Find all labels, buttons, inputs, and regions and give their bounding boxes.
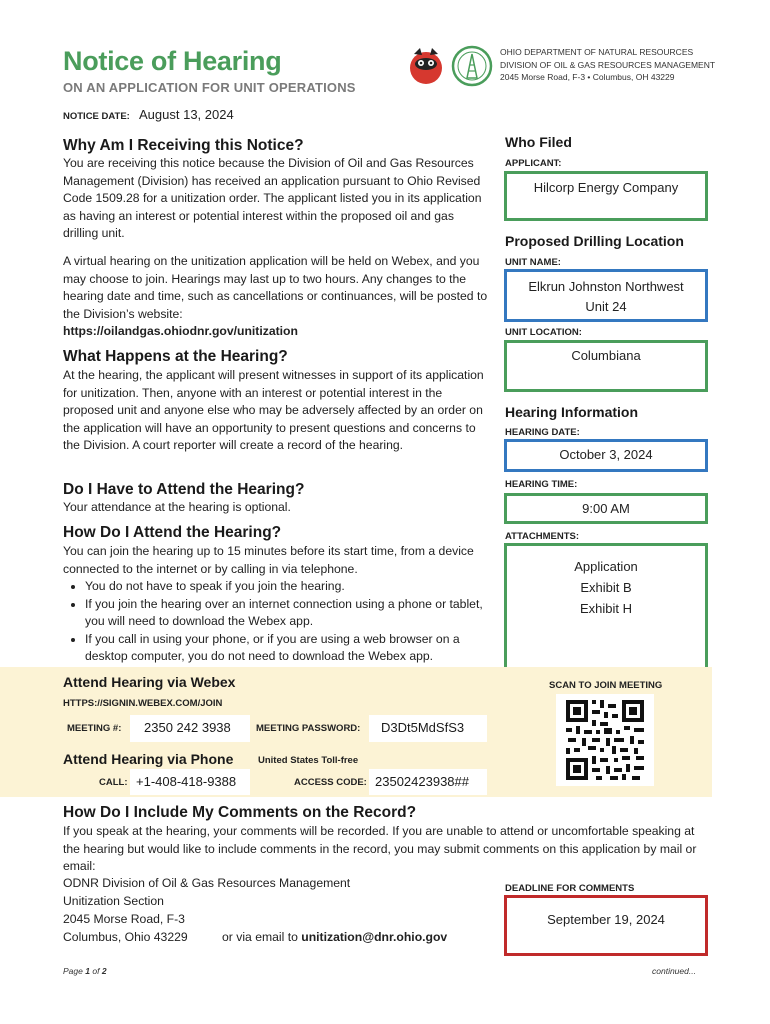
unit-name-box: [504, 269, 708, 322]
hearing-info-heading: Hearing Information: [505, 404, 639, 420]
red-mascot-logo-icon: [410, 48, 442, 84]
scan-label: SCAN TO JOIN MEETING: [549, 680, 663, 691]
unit-name-line-2: Unit 24: [585, 299, 627, 314]
hearing-date-label: HEARING DATE:: [505, 427, 580, 438]
agency-address-block: [500, 46, 715, 84]
why-heading: Why Am I Receiving this Notice?: [63, 137, 304, 154]
meeting-number-label: MEETING #:: [67, 723, 122, 734]
why-paragraph-2: [63, 253, 488, 341]
notice-date-value: August 13, 2024: [139, 107, 234, 122]
page-prefix: Page: [63, 966, 83, 976]
why-paragraph-1: You are receiving this notice because the Division of Oil and Gas Resources Management (Division) has received an application pursuant to Ohio Revised Code 1509.28 for a unitization order. The applicant listed you in its application as having an interest or potential interest within the proposed oil and gas drilling unit.: [63, 156, 482, 240]
document-subtitle: ON AN APPLICATION FOR UNIT OPERATIONS: [63, 80, 356, 95]
unit-name-line-1: Elkrun Johnston Northwest: [528, 279, 684, 294]
mail-address-line-3: 2045 Morse Road, F-3: [63, 912, 185, 926]
deadline-box: [504, 895, 708, 956]
hearing-date-value: October 3, 2024: [559, 447, 653, 462]
hearing-time-box: [504, 493, 708, 524]
how-paragraph: You can join the hearing up to 15 minutes before its start time, from a device connected to the internet or by calling in via telephone.: [63, 544, 474, 576]
applicant-value: Hilcorp Energy Company: [533, 180, 679, 195]
how-bullet-1: • You do not have to speak if you join the hearing.: [85, 578, 495, 596]
call-label: CALL:: [99, 777, 128, 788]
comments-email-link[interactable]: unitization@dnr.ohio.gov: [301, 930, 448, 944]
attachment-item-3: Exhibit H: [579, 601, 633, 616]
drilling-location-heading: Proposed Drilling Location: [505, 233, 684, 249]
meeting-password-field: [369, 715, 487, 742]
attend-paragraph: Your attendance at the hearing is optional.: [63, 500, 291, 514]
phone-tollfree-note: United States Toll-free: [258, 755, 359, 766]
hearing-date-box: [504, 439, 708, 472]
attachment-item-1: Application: [574, 559, 638, 574]
email-prefix: or via email to: [222, 930, 298, 944]
attachments-box: [504, 543, 708, 670]
call-number-value: +1-408-418-9388: [136, 774, 237, 789]
attachments-label: ATTACHMENTS:: [505, 531, 580, 542]
meeting-password-value: D3Dt5MdSfS3: [381, 720, 465, 735]
deadline-label: DEADLINE FOR COMMENTS: [505, 883, 635, 894]
phone-heading: Attend Hearing via Phone: [63, 751, 234, 767]
attend-heading: Do I Have to Attend the Hearing?: [63, 481, 305, 498]
agency-name: OHIO DEPARTMENT OF NATURAL RESOURCES: [500, 47, 694, 57]
division-name: DIVISION OF OIL & GAS RESOURCES MANAGEMENT: [500, 59, 716, 70]
qr-code[interactable]: [556, 694, 654, 786]
how-bullet-2: • If you join the hearing over an internet connection using a phone or tablet, you will need to download the Webex app.: [85, 596, 495, 631]
oil-and-gas-seal-icon: [453, 47, 491, 85]
deadline-value: September 19, 2024: [547, 912, 665, 927]
unit-location-label: UNIT LOCATION:: [505, 327, 582, 338]
comments-heading: How Do I Include My Comments on the Record?: [63, 804, 417, 821]
webex-heading: Attend Hearing via Webex: [63, 674, 236, 690]
how-bullet-3: • If you call in using your phone, or if you are using a web browser on a desktop computer, you do not need to download the Webex app.: [85, 631, 495, 666]
document-title: Notice of Hearing: [63, 46, 282, 76]
meeting-password-label: MEETING PASSWORD:: [256, 723, 361, 734]
page-number: [63, 966, 107, 976]
webex-url-link[interactable]: HTTPS://SIGNIN.WEBEX.COM/JOIN: [63, 698, 223, 709]
email-line: [222, 930, 447, 944]
who-filed-heading: Who Filed: [505, 134, 572, 150]
hearing-time-label: HEARING TIME:: [505, 479, 578, 490]
meeting-number-field: [130, 715, 250, 742]
why-paragraph-2-text: A virtual hearing on the unitization application will be held on Webex, and you may choose to join. Hearings may last up to two hours. Any changes to the hearing date and time, such as cancellations or continuances, will be posted to the Division’s website:: [63, 254, 488, 321]
agency-address: 2045 Morse Road, F-3 • Columbus, OH 43229: [500, 72, 675, 82]
unit-location-box: [504, 340, 708, 392]
meeting-number-value: 2350 242 3938: [144, 720, 231, 735]
qr-code-icon: [556, 694, 654, 786]
how-heading: How Do I Attend the Hearing?: [63, 524, 282, 541]
unit-name-label: UNIT NAME:: [505, 257, 561, 268]
division-website-link[interactable]: https://oilandgas.ohiodnr.gov/unitization: [63, 324, 298, 338]
unit-location-value: Columbiana: [571, 348, 641, 363]
agency-logos: [408, 44, 496, 88]
call-number-field: [130, 769, 250, 795]
page-total: 2: [101, 966, 107, 976]
attachment-item-2: Exhibit B: [580, 580, 632, 595]
access-code-field: [369, 769, 487, 795]
applicant-box: [504, 171, 708, 221]
notice-date-label: NOTICE DATE:: [63, 111, 130, 122]
access-code-value: 23502423938##: [375, 774, 469, 789]
happens-heading: What Happens at the Hearing?: [63, 348, 288, 365]
page-current: 1: [85, 966, 90, 976]
access-code-label: ACCESS CODE:: [294, 777, 367, 788]
applicant-label: APPLICANT:: [505, 158, 562, 169]
comments-paragraph: If you speak at the hearing, your comments will be recorded. If you are unable to attend or uncomfortable speaking at the hearing but would like to include comments in the record, you may submit comments on this application by mail or email:: [63, 824, 697, 873]
mail-address-line-4: Columbus, Ohio 43229: [63, 930, 188, 944]
how-bullet-list: [63, 578, 495, 666]
continued-note: continued...: [652, 966, 696, 976]
mail-address-line-2: Unitization Section: [63, 894, 164, 908]
mail-address-line-1: ODNR Division of Oil & Gas Resources Management: [63, 876, 351, 890]
happens-paragraph: At the hearing, the applicant will present witnesses in support of its application for unitization. Then, anyone with an interest or potential interest in the proposed unit and anyone else who may be adversely affected by an order on the application will have an opportunity to present questions and concerns to the Division. A court reporter will create a record of the hearing.: [63, 368, 484, 452]
hearing-time-value: 9:00 AM: [582, 501, 630, 516]
page-of: of: [92, 966, 100, 976]
